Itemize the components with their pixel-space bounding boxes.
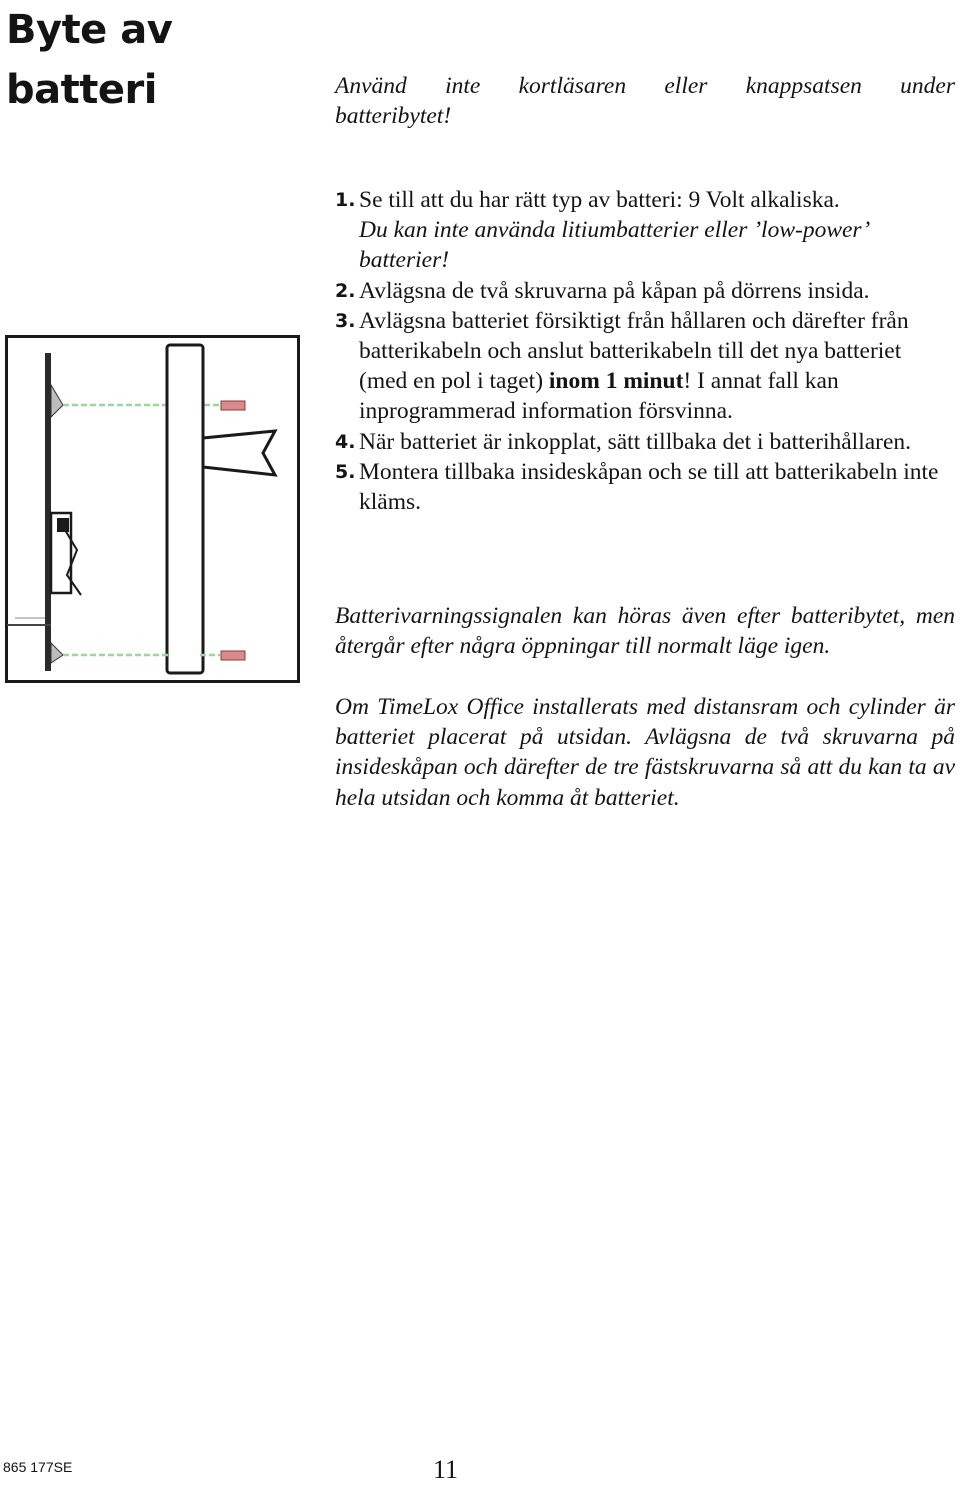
door-handle — [203, 431, 275, 475]
step-text: När batteriet är inkopplat, sätt tillbaka det i batterihållaren. — [359, 428, 912, 455]
step-number: 4. — [335, 430, 356, 453]
step-text: Avlägsna batteriet försiktigt från hållaren och därefter från batterikabeln och anslut batterikabeln till det nya batteriet (med en pol i taget) — [359, 307, 909, 395]
intro-warning-line-1: Använd inte kortläsaren eller knappsatsen under — [335, 73, 955, 99]
step-4 — [335, 427, 955, 457]
step-text: Avlägsna de två skruvarna på kåpan på dörrens insida. — [359, 277, 870, 304]
step-1 — [335, 185, 955, 276]
intro-warning-line-2: batteribytet! — [335, 103, 452, 130]
step-emphasis: inom 1 minut — [548, 368, 684, 395]
page-number: 11 — [433, 1455, 459, 1484]
page-title-line-2: batteri — [6, 67, 157, 113]
page-title-line-1: Byte av — [6, 7, 173, 53]
step-2 — [335, 276, 955, 306]
step-5 — [335, 457, 955, 517]
page-title — [6, 0, 172, 120]
step-text-end: ! I annat fall kan inprogrammerad information försvinna. — [359, 368, 839, 425]
step-3 — [335, 306, 955, 427]
step-number: 2. — [335, 279, 356, 302]
intro-warning — [335, 71, 955, 131]
step-number: 1. — [335, 189, 356, 211]
step-text: Montera tillbaka insideskåpan och se till att batterikabeln inte kläms. — [359, 458, 939, 516]
step-number: 3. — [335, 309, 356, 332]
document-code: 865 177SE — [3, 1459, 73, 1475]
lock-latch — [57, 518, 69, 532]
step-text: Se till att du har rätt typ av batteri: 9 Volt alkaliska. — [359, 187, 840, 213]
step-list — [335, 185, 955, 517]
inside-cover-plate — [167, 345, 203, 673]
battery-warning-paragraph: Batterivarningssignalen kan höras även efter batteribytet, men återgår efter några öppningar till normalt läge igen. — [335, 603, 955, 660]
upper-screw — [221, 401, 245, 410]
step-number: 5. — [335, 460, 356, 483]
timelox-office-paragraph: Om TimeLox Office installerats med distansram och cylinder är batteriet placerat på utsidan. Avlägsna de två skruvarna på insideskåpan och därefter de tre fästskruvarna så att du kan ta av hela utsidan och komma åt batteriet. — [335, 694, 955, 811]
lock-battery-illustration — [5, 335, 300, 683]
step-note: Du kan inte använda litiumbatterier eller ’low-power’ batterier! — [359, 217, 868, 274]
lower-screw — [221, 651, 245, 660]
